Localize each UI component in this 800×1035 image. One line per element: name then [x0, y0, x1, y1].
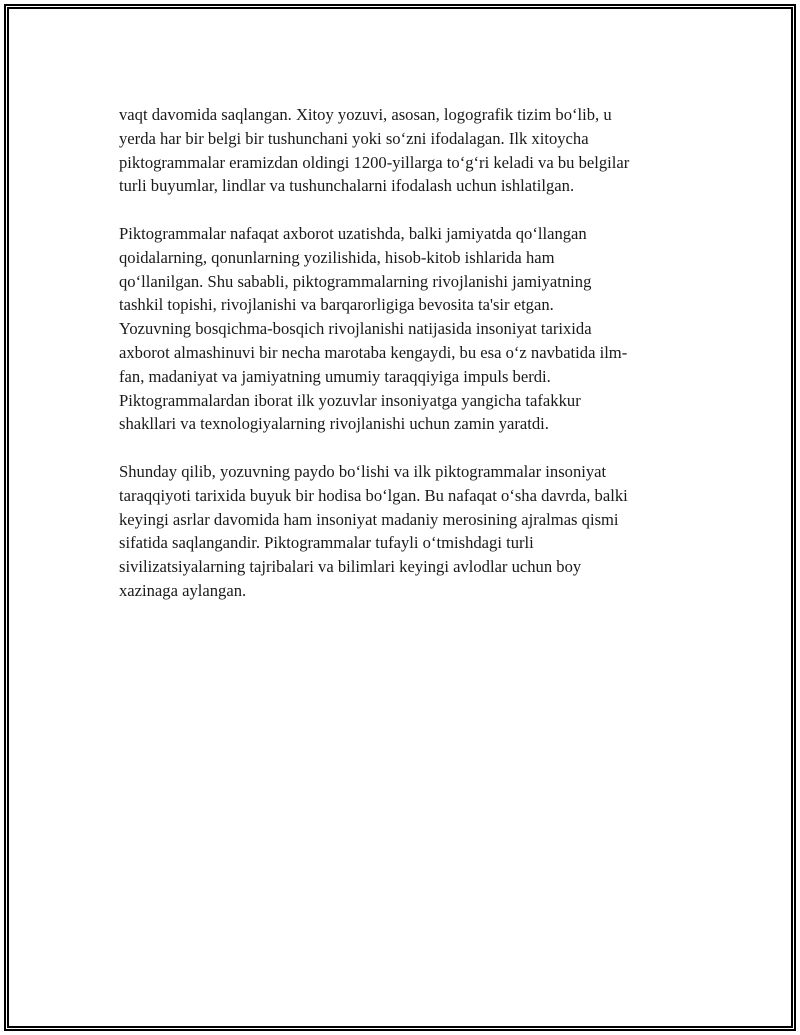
page-border [4, 4, 796, 1031]
document-body [119, 103, 699, 627]
paragraph-3: Shunday qilib, yozuvning paydo bo‘lishi va ilk piktogrammalar insoniyat taraqqiyoti tarixida buyuk bir hodisa bo‘lgan. Bu nafaqat o‘sha davrda, balki keyingi asrlar davomida ham insoniyat madaniy merosining ajralmas qismi sifatida saqlangandir. Piktogrammalar tufayli o‘tmishdagi turli sivilizatsiyalarning tajribalari va bilimlari keyingi avlodlar uchun boy xazinaga aylangan. [119, 461, 628, 600]
paragraph-1: vaqt davomida saqlangan. Xitoy yozuvi, asosan, logografik tizim bo‘lib, u yerda har bir belgi bir tushunchani yoki so‘zni ifodalagan. Ilk xitoycha piktogrammalar eramizdan oldingi 1200-yillarga to‘g‘ri keladi va bu belgilar turli buyumlar, lindlar va tushunchalarni ifodalash uchun ishlatilgan. [119, 105, 630, 196]
paragraph-2: Piktogrammalar nafaqat axborot uzatishda, balki jamiyatda qo‘llangan qoidalarning, qonunlarning yozilishida, hisob-kitob ishlarida ham qo‘llanilgan. Shu sababli, piktogrammalarning rivojlanishi jamiyatning tashkil topishi, rivojlanishi va barqarorligiga bevosita ta'sir etgan. Yozuvning bosqichma-bosqich rivojlanishi natijasida insoniyat tarixida axborot almashinuvi bir necha marotaba kengaydi, bu esa o‘z navbatida ilm- fan, madaniyat va jamiyatning umumiy taraqqiyiga impuls berdi. Piktogrammalardan iborat ilk yozuvlar insoniyatga yangicha tafakkur shakllari va texnologiyalarning rivojlanishi uchun zamin yaratdi. [119, 223, 628, 434]
